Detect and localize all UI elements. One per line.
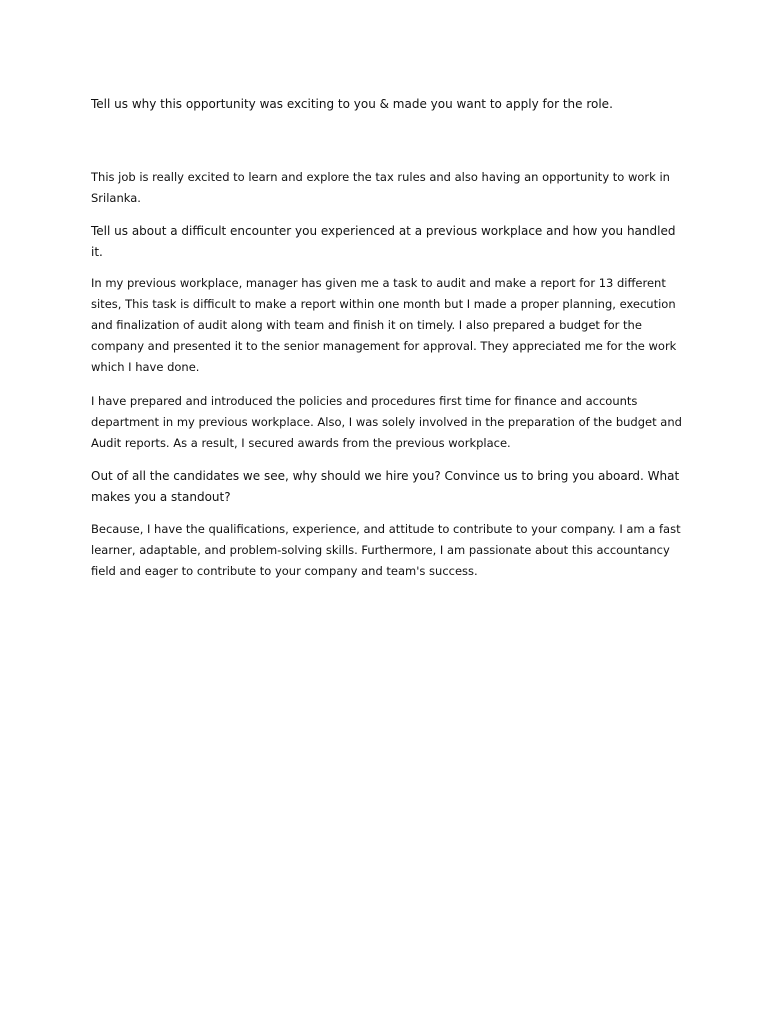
answer-achievements: I have prepared and introduced the policies and procedures first time for finance and accounts department in my previous workplace. Also, I was solely involved in the preparation of the budget and Audit reports. As a result, I secured awards from the previous workplace. <box>91 394 682 450</box>
answer-opportunity: This job is really excited to learn and explore the tax rules and also having an opportunity to work in Srilanka. <box>91 170 670 205</box>
answer-difficult-encounter: In my previous workplace, manager has given me a task to audit and make a report for 13 different sites, This task is difficult to make a report within one month but I made a proper planning, execution and finalization of audit along with team and finish it on timely. I also prepared a budget for the company and presented it to the senior management for approval. They appreciated me for the work which I have done. <box>91 276 677 374</box>
question-opportunity: Tell us why this opportunity was exciting to you & made you want to apply for the role. <box>91 97 613 111</box>
question-difficult-encounter: Tell us about a difficult encounter you experienced at a previous workplace and how you handled it. <box>91 224 676 259</box>
document-page <box>91 94 691 582</box>
question-why-hire: Out of all the candidates we see, why should we hire you? Convince us to bring you aboard. What makes you a standout? <box>91 469 680 504</box>
answer-why-hire: Because, I have the qualifications, experience, and attitude to contribute to your company. I am a fast learner, adaptable, and problem-solving skills. Furthermore, I am passionate about this accountancy field and eager to contribute to your company and team's success. <box>91 522 681 578</box>
